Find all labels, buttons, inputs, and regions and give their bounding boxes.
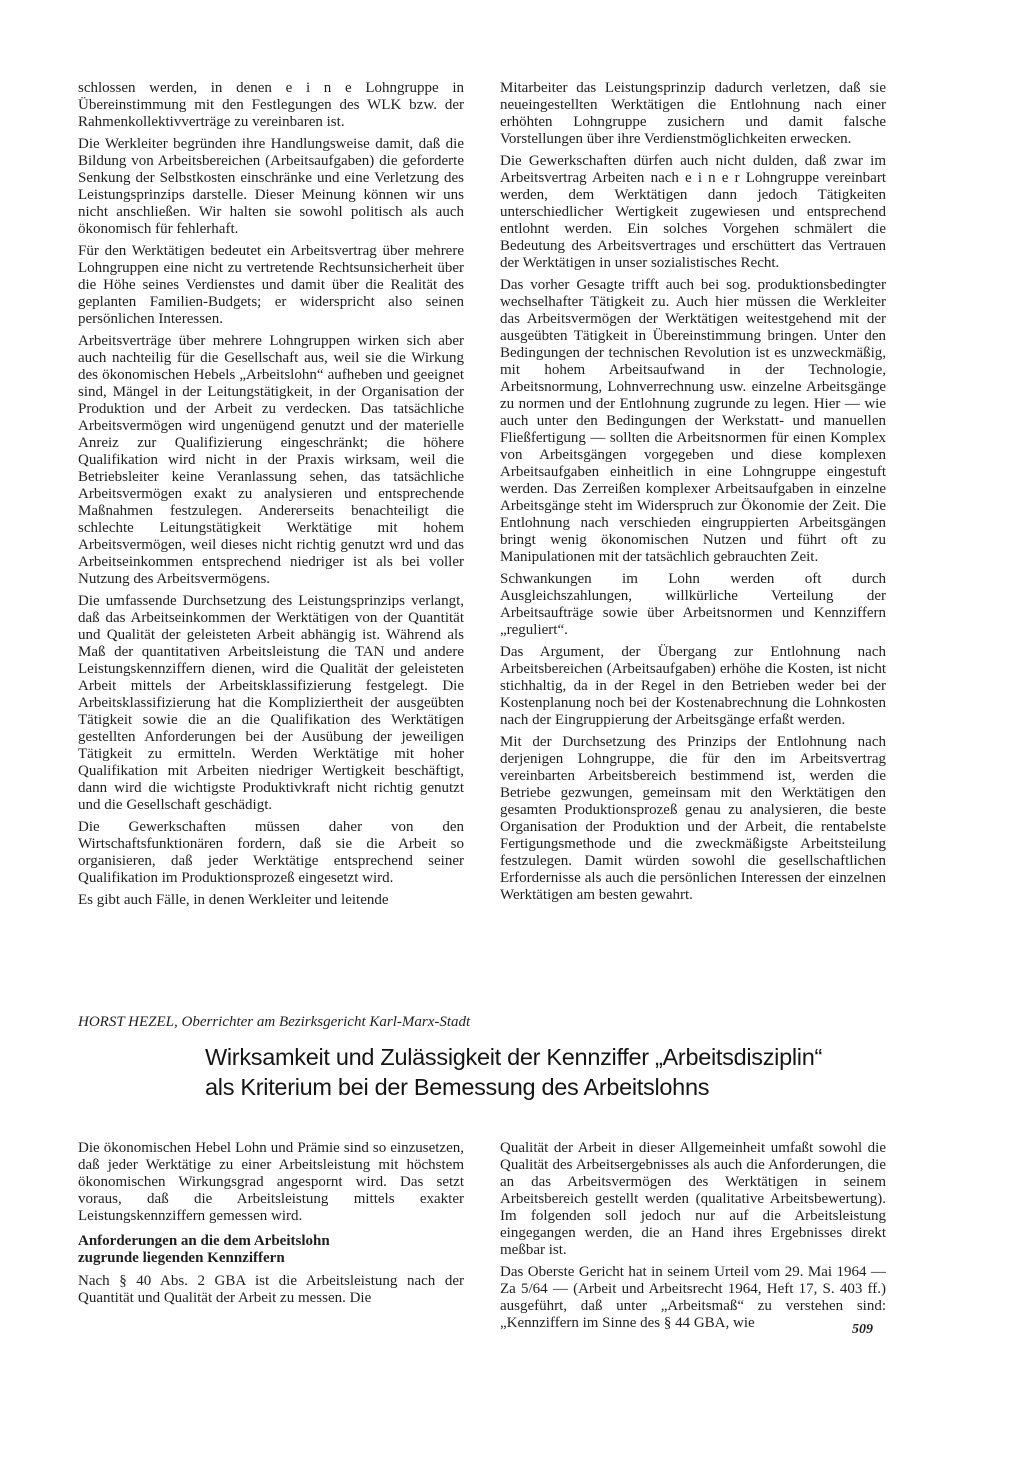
section-subheading (78, 1233, 464, 1267)
paragraph: Die Gewerkschaften dürfen auch nicht dulden, daß zwar im Arbeitsvertrag Arbeiten nach e i n e r Lohngruppe vereinbart werden, dem Werktätigen dann jedoch Tätigkeiten unterschiedlicher Wertigkeit zugewiesen und entsprechend entlohnt werden. Ein solches Vorgehen schmälert die Bedeutung des Arbeitsvertrages und erschüttert das Vertrauen der Werktätigen in unser sozialistisches Recht. (500, 153, 886, 271)
paragraph: schlossen werden, in denen e i n e Lohngruppe in Übereinstimmung mit den Festlegungen des WLK bzw. der Rahmenkollektivverträge zu vereinbaren ist. (78, 80, 464, 130)
paragraph: Die umfassende Durchsetzung des Leistungsprinzips verlangt, daß das Arbeitseinkommen der Werktätigen von der Quantität und Qualität der geleisteten Arbeit abhängig ist. Während als Maß der quantitativen Arbeitsleistung die TAN und andere Leistungskennziffern dienen, wird die Qualität der geleisteten Arbeit mittels der Arbeitsklassifizierung festgelegt. Die Arbeitsklassifizierung hat die Kompliziertheit der ausgeübten Tätigkeit sowie die an die Qualifikation des Werktätigen gestellten Anforderungen bei der Ausübung der jeweiligen Tätigkeit zu ermitteln. Werden Werktätige mit hoher Qualifikation mit Arbeiten niedriger Wertigkeit beschäftigt, dann wird die wichtigste Produktivkraft nicht richtig genutzt und die Gesellschaft geschädigt. (78, 593, 464, 813)
paragraph: Das Oberste Gericht hat in seinem Urteil vom 29. Mai 1964 — Za 5/64 — (Arbeit und Arbeitsrecht 1964, Heft 17, S. 403 ff.) ausgeführt, daß unter „Arbeitsmaß“ zu verstehen sind: „Kennziffern im Sinne des § 44 GBA, wie (500, 1264, 886, 1331)
bottom-left-column (78, 1140, 464, 1312)
top-right-column (500, 80, 886, 909)
paragraph: Das vorher Gesagte trifft auch bei sog. produktionsbedingter wechselhafter Tätigkeit zu. Auch hier müssen die Werkleiter das Arbeitsvermögen der Werktätigen weitestgehend mit der ausgeübten Tätigkeit in Übereinstimmung bringen. Unter den Bedingungen der technischen Revolution ist es unzweckmäßig, mit hohem Arbeitsaufwand in der Technologie, Arbeitsnormung, Lohnverrechnung usw. einzelne Arbeitsgänge zu normen und der Entlohnung zugrunde zu legen. Hier — wie auch unter den Bedingungen der Werkstatt- und manuellen Fließfertigung — sollten die Arbeitsnormen für einen Komplex von Arbeitsgängen vorgegeben und diese komplexen Arbeitsaufgaben einheitlich in eine Lohngruppe eingestuft werden. Das Zerreißen komplexer Arbeitsaufgaben in einzelne Arbeitsgänge steht im Widerspruch zur Ökonomie der Zeit. Die Entlohnung nach verschieden eingruppierten Arbeitsgängen bringt wenig ökonomischen Nutzen und führt oft zu Manipulationen mit der tatsächlich gebrauchten Zeit. (500, 277, 886, 565)
article-title-line: Wirksamkeit und Zulässigkeit der Kennziffer „Arbeitsdisziplin“ (205, 1044, 823, 1070)
page-number: 509 (852, 1322, 873, 1337)
paragraph: Arbeitsverträge über mehrere Lohngruppen wirken sich aber auch nachteilig für die Gesellschaft aus, weil sie die Wirkung des ökonomischen Hebels „Arbeitslohn“ aufheben und geeignet sind, Mängel in der Leitungstätigkeit, in der Organisation der Produktion und der Arbeit zu verdecken. Das tatsächliche Arbeitsvermögen wird ungenügend genutzt und der materielle Anreiz zur Qualifizierung eingeschränkt; die höhere Qualifikation wird nicht in der Praxis wirksam, weil die Betriebsleiter keine Veranlassung sehen, das tatsächliche Arbeitsvermögen exakt zu analysieren und entsprechende Maßnahmen festzulegen. Andererseits benachteiligt die schlechte Leitungstätigkeit Werktätige mit hohem Arbeitsvermögen, weil dieses nicht richtig genutzt wrd und das Arbeitseinkommen entsprechend niedriger ist als bei voller Nutzung des Arbeitsvermögens. (78, 333, 464, 587)
paragraph: Die Gewerkschaften müssen daher von den Wirtschaftsfunktionären fordern, daß sie die Arbeit so organisieren, daß jeder Werktätige entsprechend seiner Qualifikation im Produktionsprozeß eingesetzt wird. (78, 819, 464, 886)
paragraph: Es gibt auch Fälle, in denen Werkleiter und leitende (78, 892, 389, 908)
paragraph: Qualität der Arbeit in dieser Allgemeinheit umfaßt sowohl die Qualität des Arbeitsergebnisses als auch die Anforderungen, die an das Arbeitsvermögen des Werktätigen in seinem Arbeitsbereich gestellt werden (qualitative Arbeitsbewertung). Im folgenden soll jedoch nur auf die Arbeitsleistung eingegangen werden, die an Hand ihres Ergebnisses direkt meßbar ist. (500, 1140, 886, 1258)
paragraph: Schwankungen im Lohn werden oft durch Ausgleichszahlungen, willkürliche Verteilung der Arbeitsaufträge sowie über Arbeitsnormen und Kennziffern „reguliert“. (500, 571, 886, 638)
bottom-right-column (500, 1140, 886, 1337)
paragraph: Für den Werktätigen bedeutet ein Arbeitsvertrag über mehrere Lohngruppen eine nicht zu vertretende Rechtsunsicherheit über die Höhe seines Verdienstes und damit über die Realität des geplanten Familien-Budgets; er widerspricht also seinen persönlichen Interessen. (78, 243, 464, 327)
intro-paragraph: Die ökonomischen Hebel Lohn und Prämie sind so einzusetzen, daß jeder Werktätige zu einer Arbeitsleistung mit höchstem ökonomischen Wirkungsgrad angespornt wird. Das setzt voraus, daß die Arbeitsleistung mittels exakter Leistungskennziffern gemessen wird. (78, 1140, 464, 1224)
top-left-column (78, 80, 464, 914)
paragraph: Nach § 40 Abs. 2 GBA ist die Arbeitsleistung nach der Quantität und Qualität der Arbeit zu messen. Die (78, 1273, 464, 1306)
subheading-line: Anforderungen an die dem Arbeitslohn (78, 1233, 330, 1249)
subheading-line: zugrunde liegenden Kennziffern (78, 1250, 285, 1266)
article-title (205, 1042, 865, 1102)
paragraph: Das Argument, der Übergang zur Entlohnung nach Arbeitsbereichen (Arbeitsaufgaben) erhöhe die Kosten, ist nicht stichhaltig, da in der Regel in den Betrieben weder bei der Kostenplanung noch bei der Kostenabrechnung die Lohnkosten nach der Eingruppierung der Arbeitsgänge erfaßt werden. (500, 644, 886, 728)
paragraph: Die Werkleiter begründen ihre Handlungsweise damit, daß die Bildung von Arbeitsbereichen (Arbeitsaufgaben) die geforderte Senkung der Selbstkosten einschränke und eine Verletzung des Leistungsprinzips darstelle. Dieser Meinung können wir uns nicht anschließen. Wir halten sie sowohl politisch als auch ökonomisch für fehlerhaft. (78, 136, 464, 237)
paragraph: Mitarbeiter das Leistungsprinzip dadurch verletzen, daß sie neueingestellten Werktätigen die Entlohnung nach einer erhöhten Lohngruppe zusichern und damit falsche Vorstellungen über ihre Verdienstmöglichkeiten erwecken. (500, 80, 886, 147)
article-title-line: als Kriterium bei der Bemessung des Arbeitslohns (205, 1074, 710, 1100)
author-byline: HORST HEZEL, Oberrichter am Bezirksgericht Karl-Marx-Stadt (78, 1014, 471, 1030)
paragraph: Mit der Durchsetzung des Prinzips der Entlohnung nach derjenigen Lohngruppe, die für den im Arbeitsvertrag vereinbarten Arbeitsbereich bestimmend ist, werden die Betriebe gezwungen, gemeinsam mit den Werktätigen den gesamten Produktionsprozeß genau zu analysieren, die beste Organisation der Produktion und der Arbeit, die rentabelste Fertigungsmethode und die zweckmäßigste Arbeitsteilung festzulegen. Damit würden sowohl die gesellschaftlichen Erfordernisse als auch die persönlichen Interessen der einzelnen Werktätigen am besten gewahrt. (500, 734, 886, 903)
